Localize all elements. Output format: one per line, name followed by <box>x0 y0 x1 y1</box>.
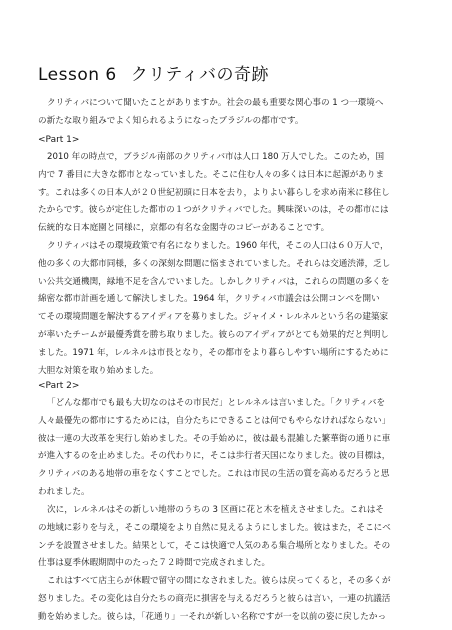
part2-heading: <Part 2> <box>38 381 80 391</box>
text-line: 内で 7 番目に大きな都市となっていました。そこに住む人々の多くは日本に起源がありま <box>38 169 385 180</box>
lesson-number: Lesson 6 <box>38 65 117 85</box>
text-line: の新たな取り組みでよく知られるようになったブラジルの都市です。 <box>38 116 304 126</box>
text-line: 怒りました。その変化は自分たちの商売に損害を与えるだろうと彼らは言い，一連の抗議活 <box>38 593 391 604</box>
part1-paragraph-2 <box>38 238 428 380</box>
text-line: たからです。彼らが定住した都市の１つがクリティバでした。興味深いのは，その都市には <box>38 205 389 216</box>
part2-paragraph-2 <box>38 502 428 573</box>
text-line: 他の多くの大都市同様，多くの深刻な問題に悩まされていました。それらは交通渋滞，乏し <box>38 258 391 269</box>
text-line: 伝統的な日本庭園と同様に，京都の有名な金閣寺のコピーがあることです。 <box>38 223 330 234</box>
text-line: ンチを設置させました。結果として，そこは快適で人気のある集合場所となりました。その <box>38 540 391 551</box>
intro-paragraph <box>38 94 422 130</box>
text-line: 人々最優先の都市にするためには，自分たちにできることは何でもやらなければならない」 <box>38 415 391 426</box>
text-line: 2010 年の時点で，ブラジル南部のクリティバ市は人口 180 万人でした。このため，国 <box>47 152 385 162</box>
part1-paragraph-1 <box>38 149 428 238</box>
text-line: われました。 <box>38 486 90 497</box>
text-line: 大胆な対策を取り始めました。 <box>38 365 159 376</box>
text-line: クリティバについて聞いたことがありますか。社会の最も重要な関心事の 1 つ一環境へ <box>47 98 384 108</box>
part1-heading: <Part 1> <box>38 135 80 145</box>
text-line: クリティバはその環境政策で有名になりました。1960 年代，そこの人口は６０万人で， <box>47 241 389 251</box>
text-line: 動を始めました。彼らは，「花通り」一それが新しい名称ですが一を以前の姿に戻したかっ <box>38 611 387 622</box>
text-line: 綿密な都市計画を通して解決しました。1964 年，クリティバ市議会は公開コンペを開い <box>38 294 380 305</box>
text-line: が進入するのを止めました。その代わりに，そこは歩行者天国になりました。彼の目標は， <box>38 451 391 462</box>
text-line: 「どんな都市でも最も大切なのはその市民だ」とレルネルは言いました。「クリティバを <box>47 398 386 408</box>
text-line: い公共交通機関，緑地不足を含んでいました。しかしクリティバは，これらの問題の多くを <box>38 276 390 287</box>
text-line: の地域に彩りを与え，そこの環境をより自然に見えるようにしました。彼はまた，そこにベ <box>38 522 391 533</box>
part2-paragraph-3 <box>38 573 428 626</box>
text-line: 次に，レルネルはその新しい地帯のうちの 3 区画に花と木を植えさせました。これはそ <box>47 505 385 515</box>
text-line: す。これは多くの日本人が２０世紀初頭に日本を去り，よりよい暮らしを求め南米に移住し <box>38 187 390 198</box>
text-line: ました。1971 年，レルネルは市長となり，その都市をより暮らしやすい場所にするために <box>38 347 389 358</box>
text-line: これはすべて店主らが休暇で留守の間になされました。彼らは戻ってくると，その多くが <box>47 576 391 586</box>
part2-paragraph-1 <box>38 395 428 502</box>
text-line: クリティバのある地帯の車をなくすことでした。これは市民の生活の質を高めるだろうと思 <box>38 469 390 480</box>
text-line: が率いたチームが最優秀賞を勝ち取りました。彼らのアイディアがとても効果的だと判明し <box>38 329 389 340</box>
text-line: 彼は一連の大改革を実行し始めました。その手始めに，彼は最も混雑した繁華街の通りに車 <box>38 433 391 444</box>
text-line: 仕事は夏季休暇期間中のたった７２時間で完成されました。 <box>38 558 271 569</box>
lesson-title <box>38 60 269 85</box>
lesson-title-text: クリティバの奇跡 <box>130 65 270 85</box>
text-line: てその環境問題を解決するアイディアを募りました。ジャイメ・レルネルという名の建築家 <box>38 312 389 323</box>
